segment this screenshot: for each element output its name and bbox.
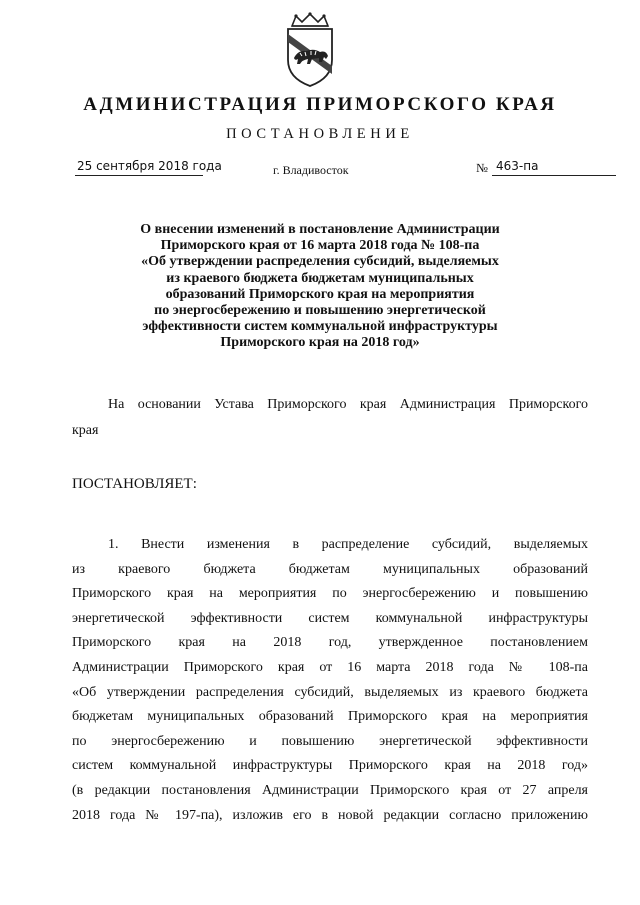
title-line: эффективности систем коммунальной инфраструктуры	[142, 319, 498, 335]
basis-line: края	[72, 423, 99, 438]
basis-paragraph	[72, 392, 588, 444]
clause-line: по энергосбережению и повышению энергетической эффективности	[72, 733, 588, 749]
title-line: Приморского края от 16 марта 2018 года № 108-па	[160, 238, 480, 254]
title-line: по энергосбережению и повышению энергетической	[154, 302, 486, 318]
clause-line: (в редакции постановления Администрации Приморского края от 27 апреля	[72, 782, 588, 798]
decree-heading: ПОСТАНОВЛЯЕТ:	[72, 476, 197, 492]
clause-line: 1. Внести изменения в распределение субсидий, выделяемых	[108, 537, 588, 552]
coat-of-arms-emblem	[278, 12, 342, 88]
basis-line: На основании Устава Приморского края Администрация Приморского	[108, 397, 588, 412]
document-title	[0, 222, 640, 352]
clause-line: Приморского края на мероприятия по энергосбережению и повышению	[72, 586, 588, 602]
document-number-label: №	[476, 161, 488, 175]
clause-line: из краевого бюджета бюджетам муниципальных образований	[72, 561, 588, 577]
clause-line: систем коммунальной инфраструктуры Приморского края на 2018 год»	[72, 758, 588, 774]
document-date	[75, 157, 222, 179]
organization-name: АДМИНИСТРАЦИЯ ПРИМОРСКОГО КРАЯ	[83, 94, 557, 115]
document-number	[492, 157, 616, 179]
clause-line: «Об утверждении распределения субсидий, выделяемых из краевого бюджета	[72, 684, 588, 700]
title-line: образований Приморского края на мероприятия	[165, 286, 475, 302]
document-city: г. Владивосток	[273, 163, 349, 177]
title-line: О внесении изменений в постановление Администрации	[140, 222, 500, 237]
title-line: из краевого бюджета бюджетам муниципальных	[166, 270, 474, 286]
title-line: «Об утверждении распределения субсидий, выделяемых	[141, 254, 499, 270]
clause-line: энергетической эффективности систем коммунальной инфраструктуры	[72, 610, 588, 626]
clause-1-paragraph	[72, 533, 588, 828]
clause-line: 2018 года № 197-па), изложив его в новой редакции согласно приложению	[72, 807, 588, 823]
document-date-text: 25 сентября 2018 года	[77, 159, 222, 173]
clause-line: Администрации Приморского края от 16 марта 2018 года № 108-па	[72, 659, 588, 675]
title-line: Приморского края на 2018 год»	[220, 335, 420, 351]
clause-line: бюджетам муниципальных образований Приморского края на мероприятия	[72, 709, 588, 725]
document-number-text: 463-па	[496, 159, 539, 173]
clause-line: Приморского края на 2018 год, утвержденное постановлением	[72, 635, 588, 651]
document-type: ПОСТАНОВЛЕНИЕ	[226, 126, 414, 142]
